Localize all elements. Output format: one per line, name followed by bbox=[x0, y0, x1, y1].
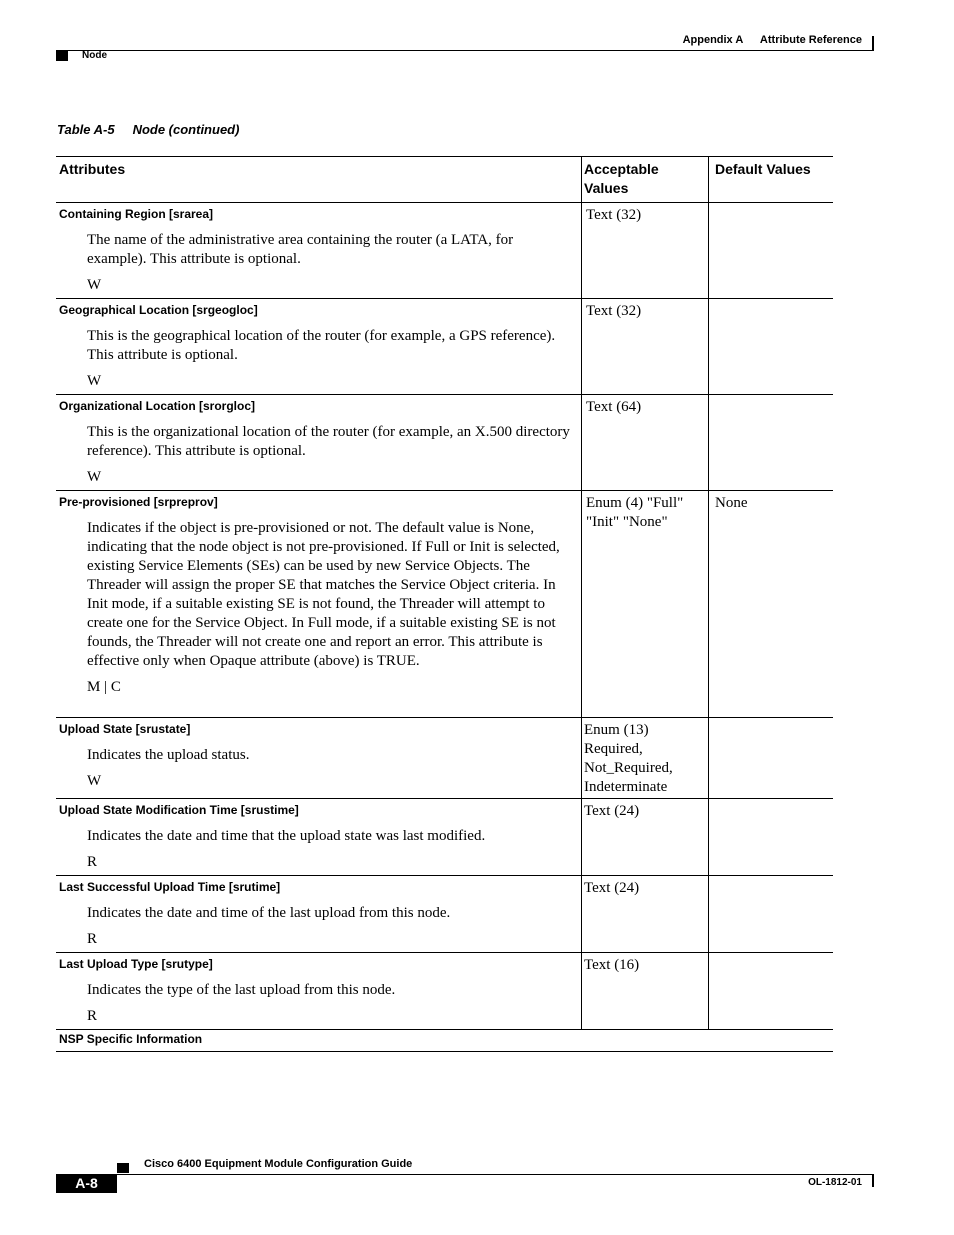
column-header-default-values: Default Values bbox=[708, 157, 833, 202]
acceptable-values-cell: Text (24) bbox=[581, 799, 708, 875]
attribute-name: Last Successful Upload Time [srutime] bbox=[59, 880, 281, 894]
table-row bbox=[56, 299, 833, 395]
attribute-cell bbox=[56, 718, 581, 798]
table-row bbox=[56, 876, 833, 953]
attribute-name: Upload State Modification Time [srustime] bbox=[59, 803, 299, 817]
acceptable-values-cell: Enum (4) "Full" "Init" "None" bbox=[581, 491, 708, 717]
acceptable-values-cell: Text (64) bbox=[581, 395, 708, 490]
footer-square-marker bbox=[117, 1163, 129, 1173]
footer-guide-title: Cisco 6400 Equipment Module Configuration Guide bbox=[144, 1158, 413, 1170]
footer-rule bbox=[56, 1174, 874, 1175]
acceptable-values-cell: Text (24) bbox=[581, 876, 708, 952]
table-caption-number: Table A-5 bbox=[57, 122, 115, 137]
table-row bbox=[56, 203, 833, 299]
table-row bbox=[56, 395, 833, 491]
attribute-cell bbox=[56, 799, 581, 875]
default-values-cell bbox=[708, 203, 833, 298]
attribute-description: This is the organizational location of the router (for example, an X.500 directory reference). This attribute is optional. bbox=[87, 424, 570, 459]
section-heading-nsp: NSP Specific Information bbox=[59, 1032, 203, 1046]
acceptable-values-cell: Text (16) bbox=[581, 953, 708, 1029]
attribute-access: W bbox=[87, 773, 102, 789]
header-rule-mark bbox=[872, 36, 874, 51]
attribute-description: Indicates if the object is pre-provisioned or not. The default value is None, indicating that the node object is not pre-provisioned. If Full or Init is selected, existing Service Elements (SEs) can be used by new Service Objects. The Threader will assign the proper SE that matches the Service Object criteria. In Init mode, if a suitable existing SE is not found, the Threader will attempt to create one for the Service Object. In Full mode, if a suitable existing SE is not founds, the Threader will not create one and report an error. This attribute is effective only when Opaque attribute (above) is TRUE. bbox=[87, 520, 560, 669]
attribute-access: W bbox=[87, 373, 102, 389]
column-header-acceptable-values: Acceptable Values bbox=[581, 157, 708, 202]
attribute-access: R bbox=[87, 854, 98, 870]
attribute-description: Indicates the upload status. bbox=[87, 747, 250, 763]
running-header bbox=[669, 34, 862, 46]
table-row bbox=[56, 491, 833, 718]
attribute-name: Geographical Location [srgeogloc] bbox=[59, 303, 258, 317]
attribute-description: This is the geographical location of the router (for example, a GPS reference). This attribute is optional. bbox=[87, 328, 556, 363]
default-values-cell bbox=[708, 299, 833, 394]
table-row bbox=[56, 799, 833, 876]
default-values-cell bbox=[708, 718, 833, 798]
attribute-name: Containing Region [srarea] bbox=[59, 207, 214, 221]
attribute-cell bbox=[56, 203, 581, 298]
default-values-cell bbox=[708, 953, 833, 1029]
acceptable-values-cell: Text (32) bbox=[581, 203, 708, 298]
default-values-cell bbox=[708, 395, 833, 490]
table-section-row bbox=[56, 1030, 833, 1052]
default-values-cell bbox=[708, 799, 833, 875]
table-caption-title: Node (continued) bbox=[132, 122, 240, 137]
header-square-marker bbox=[56, 51, 68, 61]
attribute-access: W bbox=[87, 469, 102, 485]
attribute-access: M | C bbox=[87, 679, 121, 695]
table-header-row bbox=[56, 156, 833, 203]
header-subsection: Node bbox=[82, 50, 107, 61]
attribute-cell bbox=[56, 491, 581, 717]
attribute-description: Indicates the date and time that the upload state was last modified. bbox=[87, 828, 486, 844]
acceptable-values-cell: Text (32) bbox=[581, 299, 708, 394]
attribute-name: Organizational Location [srorgloc] bbox=[59, 399, 256, 413]
attribute-access: R bbox=[87, 1008, 98, 1024]
footer-rule-mark bbox=[872, 1175, 874, 1187]
attribute-name: Last Upload Type [srutype] bbox=[59, 957, 213, 971]
footer-doc-number: OL-1812-01 bbox=[808, 1177, 862, 1188]
attribute-description: The name of the administrative area containing the router (a LATA, for example). This attribute is optional. bbox=[87, 232, 514, 267]
page-number: A-8 bbox=[56, 1174, 117, 1193]
attribute-access: W bbox=[87, 277, 102, 293]
attribute-table bbox=[56, 156, 833, 1052]
attribute-cell bbox=[56, 876, 581, 952]
header-chapter: Attribute Reference bbox=[759, 34, 862, 46]
default-values-cell bbox=[708, 876, 833, 952]
attribute-description: Indicates the type of the last upload from this node. bbox=[87, 982, 396, 998]
attribute-description: Indicates the date and time of the last upload from this node. bbox=[87, 905, 451, 921]
attribute-access: R bbox=[87, 931, 98, 947]
table-row bbox=[56, 953, 833, 1030]
attribute-cell bbox=[56, 953, 581, 1029]
attribute-name: Pre-provisioned [srpreprov] bbox=[59, 495, 218, 509]
acceptable-values-cell: Enum (13) Required, Not_Required, Indeterminate bbox=[581, 718, 708, 798]
header-rule bbox=[56, 50, 874, 51]
attribute-cell bbox=[56, 299, 581, 394]
default-values-cell: None bbox=[708, 491, 833, 717]
column-header-attributes: Attributes bbox=[59, 161, 126, 177]
table-caption bbox=[57, 122, 239, 137]
header-section: Appendix A bbox=[682, 34, 743, 46]
table-row bbox=[56, 718, 833, 799]
attribute-cell bbox=[56, 395, 581, 490]
attribute-name: Upload State [srustate] bbox=[59, 722, 191, 736]
